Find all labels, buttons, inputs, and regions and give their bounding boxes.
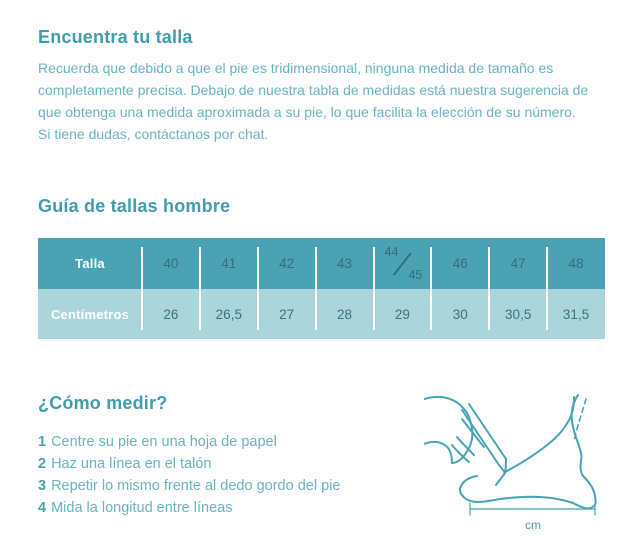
step-number: 3 (38, 478, 47, 494)
cm-cell-31-5: 31,5 (547, 289, 605, 339)
cm-cell-29: 29 (374, 289, 432, 339)
hand-with-pen (424, 397, 506, 485)
intro-line: completamente precisa. Debajo de nuestra tabla de medidas está nuestra sugerencia de (38, 82, 589, 98)
row-label-talla: Talla (75, 256, 105, 271)
size-cell-47: 47 (489, 238, 547, 289)
cm-cell-30-5: 30,5 (489, 289, 547, 339)
split-cell-inner (374, 238, 432, 289)
size-cell-48: 48 (547, 238, 605, 289)
cm-cell-30: 30 (431, 289, 489, 339)
size-44: 44 (384, 245, 399, 259)
cm-cell-28: 28 (316, 289, 374, 339)
step-number: 2 (38, 456, 47, 472)
step-item (38, 453, 340, 475)
step-text: Repetir lo mismo frente al dedo gordo del pie (51, 478, 341, 494)
cm-cell-27: 27 (258, 289, 316, 339)
measuring-steps (38, 431, 340, 519)
foot-outline (460, 395, 596, 508)
intro-line: Si tiene dudas, contáctanos por chat. (38, 126, 269, 142)
step-number: 1 (38, 434, 47, 450)
size-table (38, 238, 605, 339)
page-title: Encuentra tu talla (38, 27, 193, 47)
step-text: Haz una línea en el talón (51, 456, 212, 472)
step-number: 4 (38, 500, 47, 516)
size-cell-43: 43 (316, 238, 374, 289)
size-45: 45 (408, 268, 423, 282)
intro-line: Recuerda que debido a que el pie es tridimensional, ninguna medida de tamaño es (38, 60, 554, 76)
size-table-cm-row (38, 289, 605, 339)
size-cell-40: 40 (142, 238, 200, 289)
cm-cell-26-5: 26,5 (200, 289, 258, 339)
step-text: Centre su pie en una hoja de papel (51, 434, 277, 450)
intro-line: que obtenga una medida aproximada a su pie, lo que facilita la elección de su número. (38, 104, 576, 120)
size-cell-44-45 (374, 238, 432, 289)
measurement-line (470, 503, 595, 532)
size-cell-46: 46 (431, 238, 489, 289)
size-cell-41: 41 (200, 238, 258, 289)
row-label-centimetros: Centímetros (50, 306, 130, 322)
step-item (38, 497, 340, 519)
foot-measuring-illustration (424, 389, 642, 539)
step-item (38, 431, 340, 453)
size-guide-title: Guía de tallas hombre (38, 196, 231, 216)
size-table-header-row (38, 238, 605, 289)
step-item (38, 475, 340, 497)
intro-paragraph (38, 57, 613, 145)
how-to-measure-title: ¿Cómo medir? (38, 393, 168, 413)
cm-cell-26: 26 (142, 289, 200, 339)
cm-unit-label: cm (525, 518, 541, 532)
step-text: Mida la longitud entre líneas (51, 500, 233, 516)
size-cell-42: 42 (258, 238, 316, 289)
